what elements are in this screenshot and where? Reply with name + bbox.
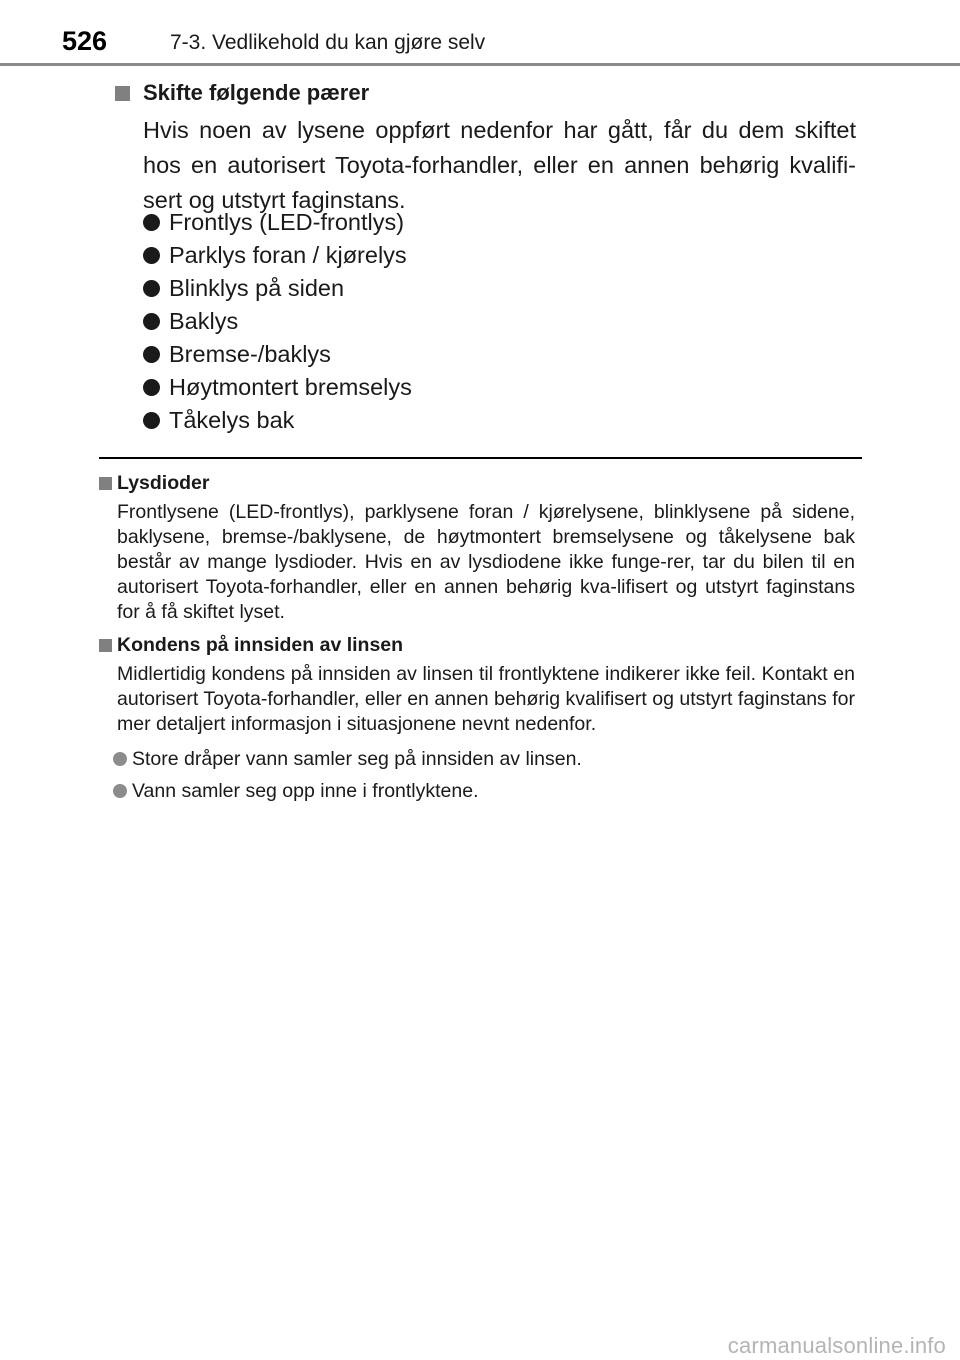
main-heading [115, 79, 369, 107]
list-item-text: Vann samler seg opp inne i frontlyktene. [132, 779, 479, 802]
note-heading [99, 632, 859, 658]
square-icon [115, 86, 130, 101]
list-item [113, 775, 859, 807]
watermark: carmanualsonline.info [727, 1333, 946, 1358]
list-item [143, 239, 412, 272]
main-paragraph: Hvis noen av lysene oppført nedenfor har gått, får du dem skiftet hos en autorisert Toyota-forhandler, eller en annen behørig kvalifi-sert og utstyrt faginstans. [143, 117, 856, 213]
section-title: 7-3. Vedlikehold du kan gjøre selv [170, 31, 486, 54]
dot-icon [143, 280, 160, 297]
note-lysdioder [99, 470, 859, 625]
list-item-text: Høytmontert bremselys [169, 374, 412, 400]
dot-icon [143, 214, 160, 231]
page-header [0, 0, 960, 66]
list-item-text: Frontlys (LED-frontlys) [169, 209, 405, 235]
list-item [143, 272, 412, 305]
header-rule [0, 63, 960, 66]
note-heading [99, 470, 859, 496]
list-item [113, 743, 859, 775]
note-heading-text: Lysdioder [117, 472, 210, 494]
main-heading-text: Skifte følgende pærer [143, 80, 370, 105]
note-paragraph: Frontlysene (LED-frontlys), parklysene foran / kjørelysene, blinklysene på sidene, baklysene, bremse-/baklysene, de høytmontert bremselysene og tåkelysene bak består av mange lysdioder. Hvis en av lysdiodene ikke funge-rer, tar du bilen til en autorisert Toyota-forhandler, eller en annen behørig kva-lifisert og utstyrt faginstans for å få skiftet lyset. [117, 501, 855, 623]
square-icon [99, 639, 112, 652]
list-item [143, 404, 412, 437]
note-bullet-list [113, 743, 859, 807]
dot-icon [143, 247, 160, 264]
square-icon [99, 477, 112, 490]
list-item-text: Baklys [169, 308, 239, 334]
note-kondens [99, 632, 859, 807]
dot-icon [143, 379, 160, 396]
page-number: 526 [62, 26, 108, 56]
list-item-text: Store dråper vann samler seg på innsiden av linsen. [132, 747, 582, 770]
list-item [143, 206, 412, 239]
list-item-text: Tåkelys bak [169, 407, 295, 433]
section-divider [99, 457, 862, 459]
list-item [143, 371, 412, 404]
dot-icon [143, 313, 160, 330]
dot-icon [143, 412, 160, 429]
gray-dot-icon [113, 752, 127, 766]
gray-dot-icon [113, 784, 127, 798]
dot-icon [143, 346, 160, 363]
list-item-text: Blinklys på siden [169, 275, 345, 301]
list-item [143, 338, 412, 371]
bulb-list [143, 206, 412, 437]
note-heading-text: Kondens på innsiden av linsen [117, 634, 404, 656]
list-item [143, 305, 412, 338]
list-item-text: Parklys foran / kjørelys [169, 242, 407, 268]
list-item-text: Bremse-/baklys [169, 341, 331, 367]
note-paragraph: Midlertidig kondens på innsiden av linsen til frontlyktene indikerer ikke feil. Kontakt en autorisert Toyota-forhandler, eller en annen behørig kvalifisert og utstyrt faginstans for mer detaljert informasjon i situasjonene nevnt nedenfor. [117, 663, 855, 735]
